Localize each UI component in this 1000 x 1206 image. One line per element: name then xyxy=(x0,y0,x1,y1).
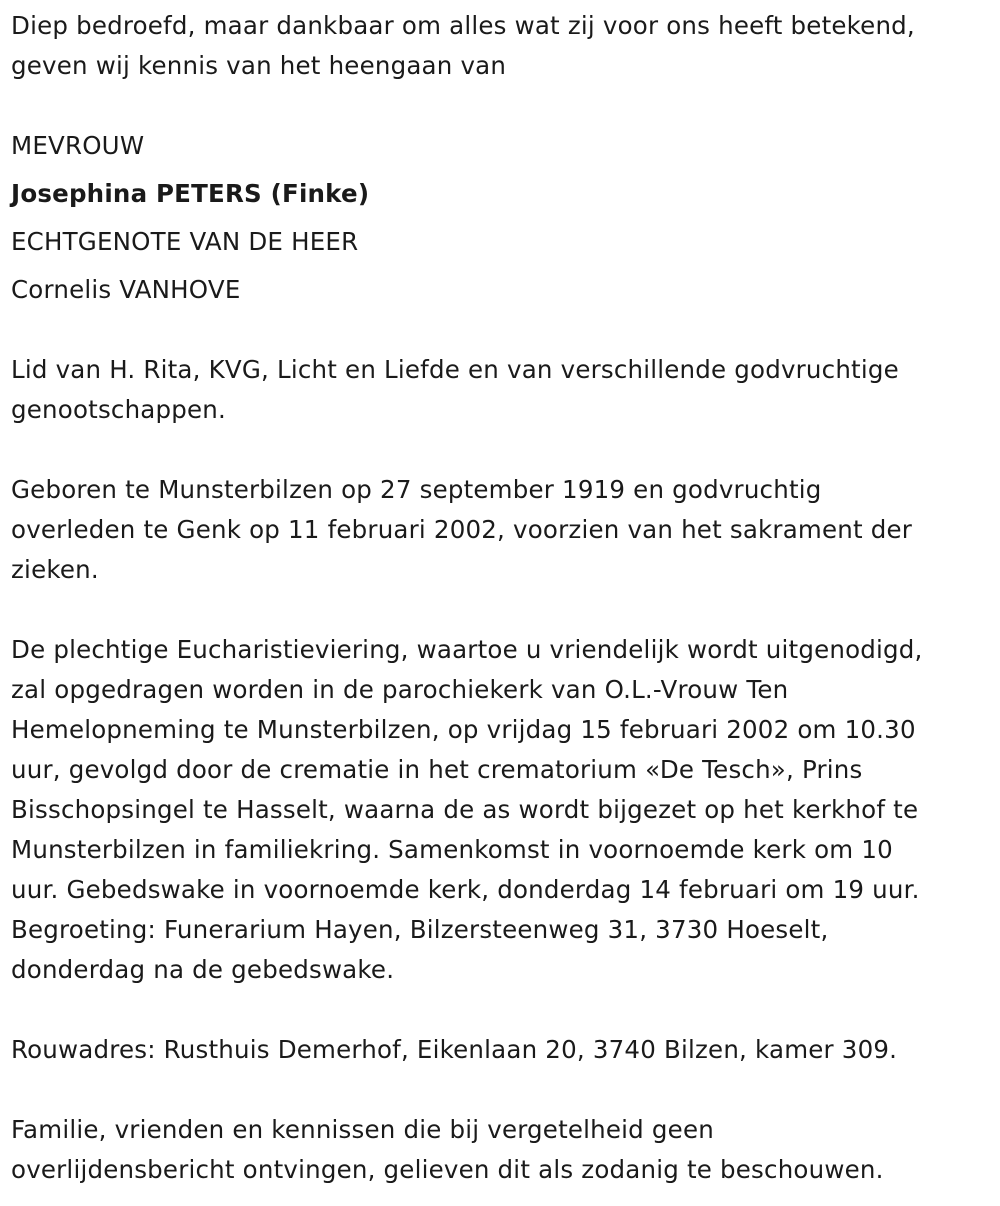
ceremony-line: Hemelopneming te Munsterbilzen, op vrijdag 15 februari 2002 om 10.30 xyxy=(11,715,916,744)
spouse-name: Cornelis VANHOVE xyxy=(11,275,241,304)
membership-line: genootschappen. xyxy=(11,395,227,424)
closing-line: overlijdensbericht ontvingen, gelieven dit als zodanig te beschouwen. xyxy=(11,1155,884,1184)
ceremony-line: De plechtige Eucharistieviering, waartoe u vriendelijk wordt uitgenodigd, xyxy=(11,635,923,664)
ceremony-line: Begroeting: Funerarium Hayen, Bilzersteenweg 31, 3730 Hoeselt, xyxy=(11,915,829,944)
birth-death-line: zieken. xyxy=(11,555,99,584)
intro-line: geven wij kennis van het heengaan van xyxy=(11,51,507,80)
membership-line: Lid van H. Rita, KVG, Licht en Liefde en van verschillende godvruchtige xyxy=(11,355,899,384)
closing-line: Familie, vrienden en kennissen die bij vergetelheid geen xyxy=(11,1115,714,1144)
spouse-label: ECHTGENOTE VAN DE HEER xyxy=(11,227,359,256)
mourning-address-line: Rouwadres: Rusthuis Demerhof, Eikenlaan 20, 3740 Bilzen, kamer 309. xyxy=(11,1035,898,1064)
deceased-name: Josephina PETERS (Finke) xyxy=(11,179,370,208)
birth-death-line: Geboren te Munsterbilzen op 27 september 1919 en godvruchtig xyxy=(11,475,822,504)
ceremony-line: zal opgedragen worden in de parochiekerk van O.L.-Vrouw Ten xyxy=(11,675,789,704)
ceremony-line: uur, gevolgd door de crematie in het crematorium «De Tesch», Prins xyxy=(11,755,863,784)
ceremony-line: Bisschopsingel te Hasselt, waarna de as wordt bijgezet op het kerkhof te xyxy=(11,795,919,824)
intro-line: Diep bedroefd, maar dankbaar om alles wat zij voor ons heeft betekend, xyxy=(11,11,915,40)
deceased-title: MEVROUW xyxy=(11,131,145,160)
ceremony-line: Munsterbilzen in familiekring. Samenkomst in voornoemde kerk om 10 xyxy=(11,835,893,864)
ceremony-line: uur. Gebedswake in voornoemde kerk, donderdag 14 februari om 19 uur. xyxy=(11,875,920,904)
ceremony-line: donderdag na de gebedswake. xyxy=(11,955,395,984)
birth-death-line: overleden te Genk op 11 februari 2002, voorzien van het sakrament der xyxy=(11,515,913,544)
